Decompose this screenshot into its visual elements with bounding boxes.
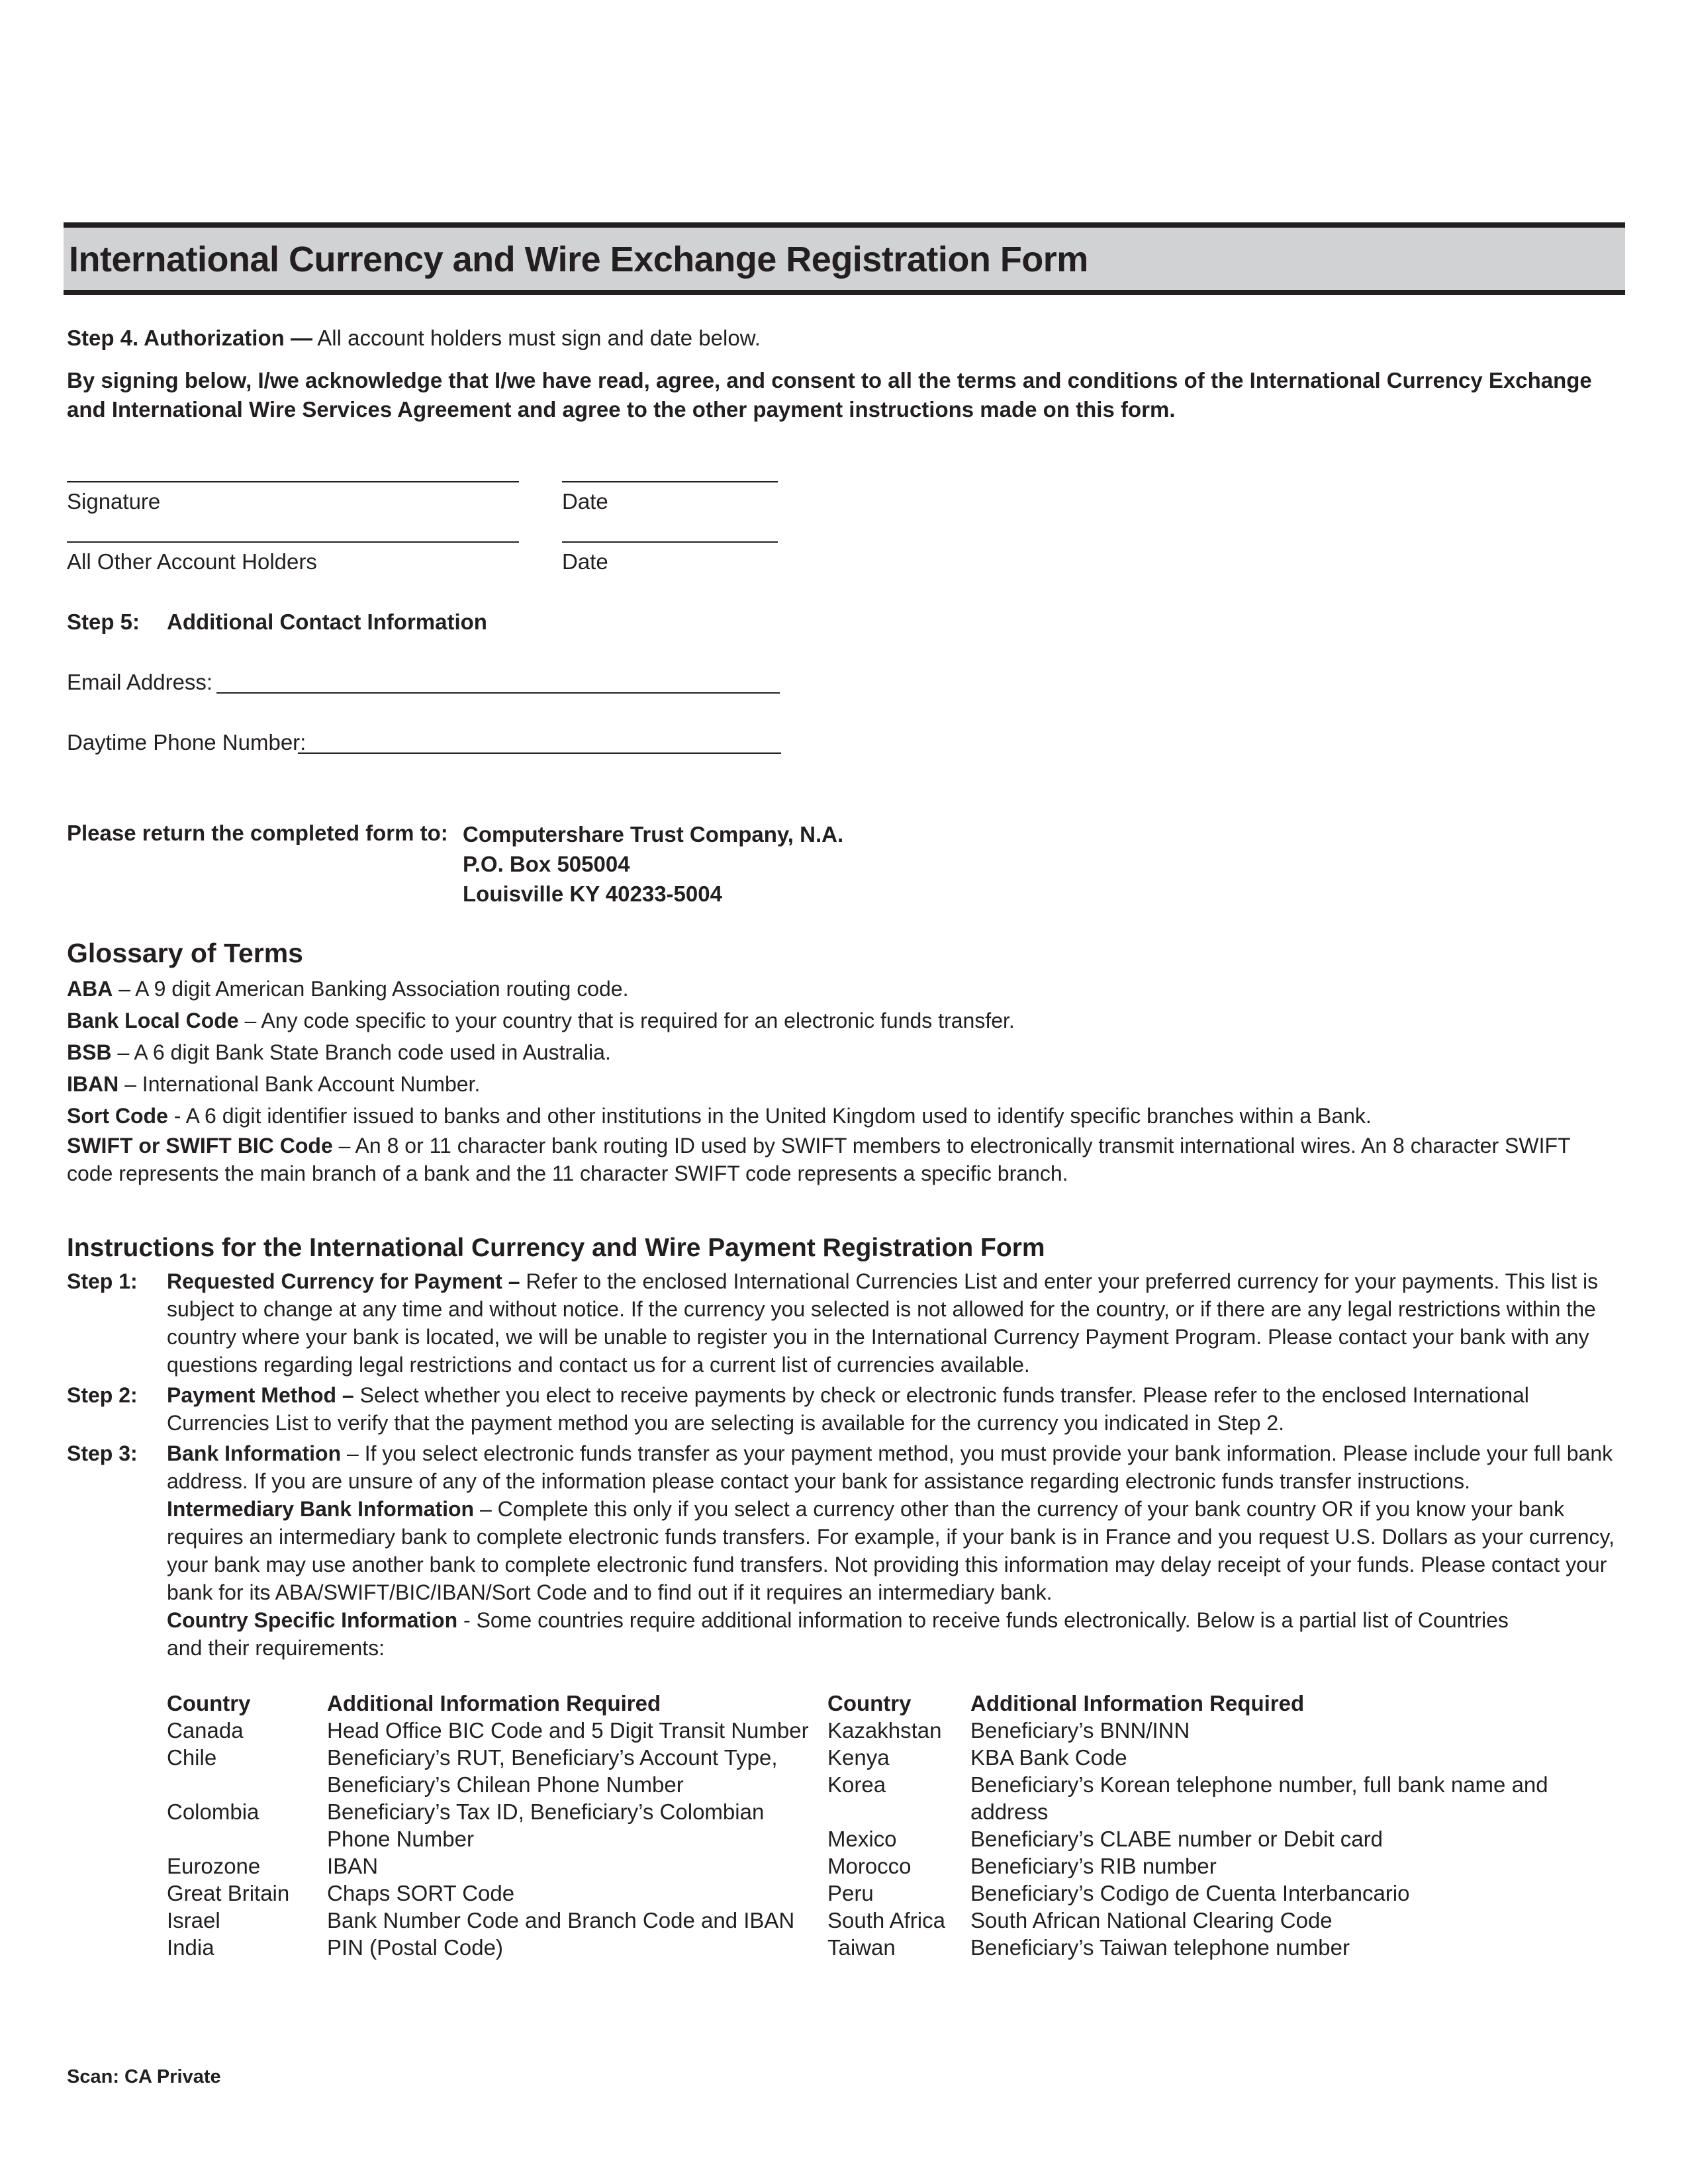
glossary-definition: - A 6 digit identifier issued to banks and other institutions in the United Kingdom used to identify specific branches within a Bank. [167, 1104, 1372, 1128]
header-info: Additional Information Required [327, 1691, 661, 1715]
email-label: Email Address: [67, 670, 213, 694]
country-cell: Morocco [827, 1854, 912, 1878]
table-row [827, 1825, 1622, 1852]
glossary-definition: – International Bank Account Number. [118, 1072, 481, 1096]
other-holders-signature-line[interactable] [67, 541, 519, 543]
glossary-term: IBAN [67, 1072, 119, 1096]
step3-bank-info [167, 1439, 1620, 1495]
return-label: Please return the completed form to: [67, 821, 448, 845]
table-row [167, 1907, 816, 1934]
info-cell: Beneficiary’s RIB number [970, 1854, 1217, 1878]
step5-title: Additional Contact Information [167, 610, 487, 634]
glossary-term: ABA [67, 977, 113, 1001]
info-cell: IBAN [327, 1854, 379, 1878]
country-cell: Mexico [827, 1827, 897, 1851]
info-cell: South African National Clearing Code [970, 1908, 1333, 1933]
header-country: Country [827, 1691, 912, 1715]
return-address-line2: P.O. Box 505004 [463, 852, 630, 876]
table-row [827, 1717, 1622, 1744]
country-table-left [167, 1690, 816, 1961]
country-cell: Israel [167, 1908, 220, 1933]
signature-date-line[interactable] [562, 481, 778, 482]
other-holders-date-line[interactable] [562, 541, 778, 543]
form-title-bar [64, 222, 1625, 295]
table-row [827, 1771, 1622, 1825]
country-cell: Kazakhstan [827, 1718, 942, 1743]
signature-label: Signature [67, 489, 161, 514]
table-row [827, 1934, 1622, 1961]
step1-text: Refer to the enclosed International Currencies List and enter your preferred currency for your payments. This list is subject to change at any time and without notice. If the currency you selected is not allowed for the country, or if there are any legal restrictions within the country where your bank is located, we will be unable to register you in the International Currency Payment Program. Please contact your bank with any questions regarding legal restrictions and contact us for a current list of currencies available. [167, 1269, 1599, 1377]
step2-text: Select whether you elect to receive payments by check or electronic funds transfer. Please refer to the enclosed International Currencies List to verify that the payment method you are selecting is available for the currency you indicated in Step 2. [167, 1383, 1529, 1435]
step1-title: Requested Currency for Payment – [167, 1269, 520, 1293]
table-row [167, 1934, 816, 1961]
step5-label: Step 5: [67, 610, 140, 634]
step4-label: Step 4. Authorization — [67, 326, 312, 350]
info-cell: Beneficiary’s Tax ID, Beneficiary’s Colombian Phone Number [327, 1799, 765, 1851]
info-cell: Beneficiary’s Korean telephone number, full bank name and address [970, 1772, 1548, 1824]
other-holders-label: All Other Account Holders [67, 549, 317, 574]
step2-body [167, 1381, 1620, 1437]
country-cell: South Africa [827, 1908, 945, 1933]
table-row [167, 1717, 816, 1744]
glossary-item [67, 973, 1616, 1005]
phone-field[interactable] [298, 752, 781, 754]
table-row [167, 1744, 816, 1798]
other-holders-date-label: Date [562, 549, 608, 574]
intermediary-text: – Complete this only if you select a currency other than the currency of your bank country OR if you know your bank requires an intermediary bank to complete electronic funds transfers. For example, if your bank is in France and you request U.S. Dollars as your currency, your bank may use another bank to complete electronic fund transfers. Not providing this information may delay receipt of your funds. Please contact your bank for its ABA/SWIFT/BIC/IBAN/Sort Code and to find out if it requires an intermediary bank. [167, 1497, 1615, 1604]
country-cell: Kenya [827, 1745, 890, 1770]
return-address-line3: Louisville KY 40233-5004 [463, 882, 722, 906]
step3-label: Step 3: [67, 1441, 138, 1465]
footer-scan-code: Scan: CA Private [67, 2066, 221, 2087]
table-row [827, 1744, 1622, 1771]
info-cell: Beneficiary’s CLABE number or Debit card [970, 1827, 1383, 1851]
header-info: Additional Information Required [970, 1691, 1305, 1715]
info-cell: Beneficiary’s RUT, Beneficiary’s Account Type, Beneficiary’s Chilean Phone Number [327, 1745, 778, 1797]
country-cell: Peru [827, 1881, 874, 1905]
phone-label: Daytime Phone Number: [67, 730, 306, 754]
country-info-title: Country Specific Information [167, 1608, 458, 1632]
glossary-term: SWIFT or SWIFT BIC Code [67, 1134, 333, 1158]
info-cell: Beneficiary’s Taiwan telephone number [970, 1935, 1350, 1960]
info-cell: Chaps SORT Code [327, 1881, 515, 1905]
step4-acknowledgement: By signing below, I/we acknowledge that I/we have read, agree, and consent to all the terms and conditions of the International Currency Exchange and International Wire Services Agreement and agree to the other payment instructions made on this form. [67, 368, 1592, 422]
glossary-definition: – A 9 digit American Banking Association routing code. [113, 977, 629, 1001]
country-cell: Taiwan [827, 1935, 896, 1960]
glossary-item [67, 1132, 1616, 1187]
form-title: International Currency and Wire Exchange Registration Form [69, 240, 1088, 279]
country-cell: Colombia [167, 1799, 259, 1824]
step3-text: – If you select electronic funds transfer as your payment method, you must provide your bank information. Please include your full bank address. If you are unsure of any of the information please contact your bank for assistance regarding electronic funds transfer instructions. [167, 1441, 1613, 1493]
table-header-row [167, 1690, 816, 1717]
return-address-line1: Computershare Trust Company, N.A. [463, 822, 844, 846]
country-cell: Canada [167, 1718, 244, 1743]
step1-label: Step 1: [67, 1269, 138, 1293]
glossary-term: BSB [67, 1040, 112, 1064]
step3-body [167, 1439, 1620, 1662]
country-cell: Eurozone [167, 1854, 261, 1878]
glossary-item [67, 1068, 1616, 1100]
step2-title: Payment Method – [167, 1383, 354, 1407]
glossary-heading: Glossary of Terms [67, 938, 303, 968]
glossary-term: Sort Code [67, 1104, 168, 1128]
table-row [167, 1852, 816, 1880]
glossary-item [67, 1036, 1616, 1068]
step1-body [167, 1267, 1620, 1379]
instructions-heading: Instructions for the International Currency and Wire Payment Registration Form [67, 1234, 1045, 1262]
info-cell: KBA Bank Code [970, 1745, 1127, 1770]
return-address [463, 819, 843, 909]
country-cell: Chile [167, 1745, 217, 1770]
table-row [827, 1852, 1622, 1880]
intermediary-title: Intermediary Bank Information [167, 1497, 475, 1521]
header-country: Country [167, 1691, 251, 1715]
country-table-right [827, 1690, 1622, 1961]
info-cell: Bank Number Code and Branch Code and IBAN [327, 1908, 795, 1933]
table-row [827, 1907, 1622, 1934]
table-row [167, 1798, 816, 1852]
table-row [167, 1880, 816, 1907]
step3-title: Bank Information [167, 1441, 342, 1465]
country-info-text: - Some countries require additional information to receive funds electronically. Below is a partial list of Countries and their requirements: [167, 1608, 1509, 1660]
email-field[interactable] [216, 692, 780, 694]
info-cell: Beneficiary’s BNN/INN [970, 1718, 1190, 1743]
info-cell: Head Office BIC Code and 5 Digit Transit Number [327, 1718, 809, 1743]
country-cell: Great Britain [167, 1881, 290, 1905]
glossary-definition: – An 8 or 11 character bank routing ID used by SWIFT members to electronically transmit international wires. An 8 character SWIFT code represents the main branch of a bank and the 11 character SWIFT code represents a specific branch. [67, 1134, 1570, 1185]
glossary-definition: – Any code specific to your country that is required for an electronic funds transfer. [238, 1009, 1015, 1032]
step3-country-info [167, 1606, 1530, 1662]
signature-line[interactable] [67, 481, 519, 482]
info-cell: Beneficiary’s Codigo de Cuenta Interbancario [970, 1881, 1410, 1905]
info-cell: PIN (Postal Code) [327, 1935, 503, 1960]
glossary-list [67, 973, 1616, 1187]
step4-text: All account holders must sign and date below. [312, 326, 761, 350]
glossary-item [67, 1005, 1616, 1036]
step4-header [67, 324, 1616, 352]
date-label: Date [562, 489, 608, 514]
glossary-definition: – A 6 digit Bank State Branch code used in Australia. [111, 1040, 611, 1064]
glossary-term: Bank Local Code [67, 1009, 239, 1032]
country-cell: Korea [827, 1772, 886, 1797]
table-header-row [827, 1690, 1622, 1717]
step2-label: Step 2: [67, 1383, 138, 1407]
country-cell: India [167, 1935, 214, 1960]
table-row [827, 1880, 1622, 1907]
step3-intermediary [167, 1495, 1620, 1606]
glossary-item [67, 1100, 1616, 1132]
